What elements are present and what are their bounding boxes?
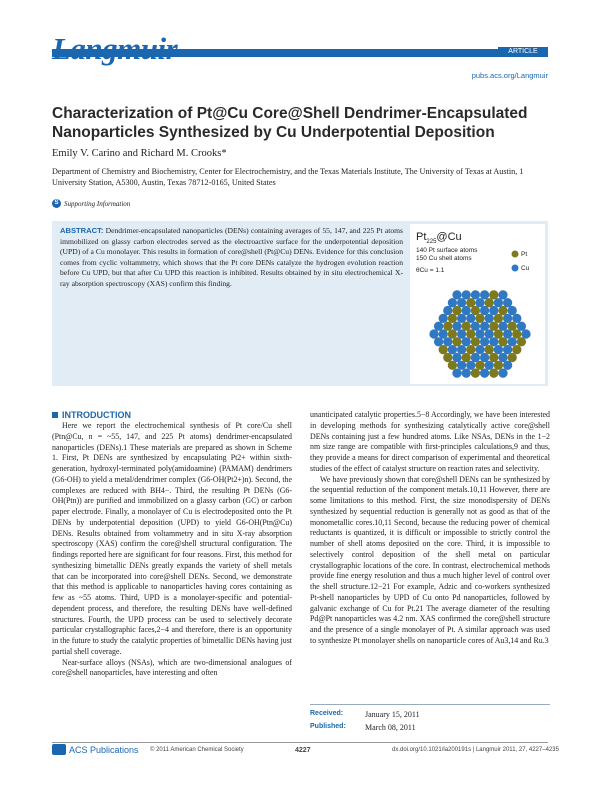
page-number: 4227 bbox=[295, 747, 311, 754]
supporting-info-icon: S bbox=[52, 199, 61, 208]
cluster-atom bbox=[452, 306, 461, 315]
cluster-atom bbox=[512, 345, 521, 354]
toc-line-1: 140 Pt surface atoms bbox=[416, 247, 478, 254]
legend-cu-label: Cu bbox=[521, 265, 530, 272]
cluster-atom bbox=[494, 345, 503, 354]
received-label: Received: bbox=[310, 710, 344, 717]
affiliation: Department of Chemistry and Biochemistry, Center for Electrochemistry, and the Texas Materials Institute, The University of Texas at Austin, 1 University Station, A5300, Austin, Texas 78712-0165, United States bbox=[52, 167, 524, 187]
paper-title: Characterization of Pt@Cu Core@Shell Dendrimer-Encapsulated Nanoparticles Synthesized by Cu Underpotential Deposition bbox=[52, 105, 528, 141]
cluster-atom bbox=[466, 345, 475, 354]
cluster-atom bbox=[462, 369, 471, 378]
published-date: March 08, 2011 bbox=[365, 723, 416, 732]
toc-line-2: 150 Cu shell atoms bbox=[416, 255, 472, 262]
footer-divider bbox=[52, 742, 548, 743]
toc-title-rest: @Cu bbox=[436, 231, 462, 243]
cluster-atom bbox=[503, 345, 512, 354]
introduction-heading-label: INTRODUCTION bbox=[62, 410, 131, 420]
section-marker-icon bbox=[52, 412, 58, 418]
doi-citation[interactable]: dx.doi.org/10.1021/la200191s | Langmuir 2011, 27, 4227–4235 bbox=[392, 747, 559, 753]
introduction-heading bbox=[52, 410, 131, 420]
header-bar bbox=[52, 49, 548, 57]
cluster-atom bbox=[452, 369, 461, 378]
journal-url[interactable]: pubs.acs.org/Langmuir bbox=[471, 71, 548, 80]
copyright: © 2011 American Chemical Society bbox=[150, 747, 244, 753]
paragraph: Here we report the electrochemical synthesis of Pt core/Cu shell (Ptn@Cu, n = ~55, 147, and 225 Pt atoms) dendrimer-encapsulated nanoparticles (DENs).1 These materials are prepared as shown in Scheme 1. First, Pt DENs are synthesized by encapsulating Pt2+ within sixth-generation, hydroxyl-terminated poly(amidoamine) (PAMAM) dendrimers (G6-OH) to yield a metal/dendrimer complex (G6-OH(Pt2+)n). Second, the complexes are reduced with BH4−. Third, the resulting Pt DENs (G6-OH(Ptn)) are purified and immobilized on a glassy carbon (GC) or carbon paper electrode. Finally, a monolayer of Cu is electrodeposited onto the Pt DENs by underpotential deposition (UPD) to yield G6-OH(Ptn@Cu) DENs. Results obtained from voltammetry and in situ X-ray absorption spectroscopy (XAS) confirm the core@shell structural configuration. The findings reported here are significant for four reasons. First, this method for synthesizing bimetallic DENs greatly expands the variety of shell metals that can be incorporated into core@shell DENs. Second, we demonstrate that this method is applicable to nanoparticles having cores containing as few as ~55 atoms. Third, UPD is a monolayer-specific and potential-dependent process, and therefore, the resulting DENs have well-defined structures. Fourth, the UPD process can be used to selectively decorate particular crystallographic faces,2−4 and therefore, there is an opportunity in the future to study the catalytic properties of bimetallic DENs having just partial shell coverage. bbox=[52, 421, 292, 656]
legend-pt-label: Pt bbox=[521, 251, 528, 258]
toc-line-3: θCu = 1.1 bbox=[416, 267, 445, 274]
abstract-label: ABSTRACT: bbox=[60, 226, 104, 235]
cluster-atom bbox=[498, 369, 507, 378]
abstract-text: Dendrimer-encapsulated nanoparticles (DENs) containing averages of 55, 147, and 225 Pt atoms immobilized on glassy carbon electrodes served as the electroactive surface for the underpotential deposition (UPD) of a Cu monolayer. This results in formation of core@shell (Pt@Cu) DENs. Evidence for this conclusion comes from cyclic voltammetry, which shows that the Pt core DENs catalyze the hydrogen evolution reaction before Cu UPD, but that after Cu UPD this reaction is inhibited. Results obtained by in situ electrochemical X-ray absorption spectroscopy (XAS) confirm this finding. bbox=[60, 226, 403, 288]
cluster-atom bbox=[439, 345, 448, 354]
publication-dates bbox=[310, 710, 420, 736]
acs-logo-icon bbox=[52, 744, 66, 755]
cluster-atom bbox=[448, 345, 457, 354]
cluster-atom bbox=[480, 306, 489, 315]
dates-divider bbox=[310, 704, 550, 705]
acs-publications-logo bbox=[52, 744, 139, 755]
cluster-atom bbox=[462, 306, 471, 315]
cluster-atom bbox=[489, 369, 498, 378]
cluster-atom bbox=[498, 306, 507, 315]
published-label: Published: bbox=[310, 723, 346, 730]
body-column-right bbox=[310, 410, 550, 647]
supporting-info-label: Supporting Information bbox=[64, 199, 131, 208]
svg-text:Pt225@Cu bbox=[416, 231, 462, 245]
paragraph: unanticipated catalytic properties.5−8 Accordingly, we have been interested in developing methods for synthesizing catalytically active core@shell DENs containing just a few hundred atoms. Like NSAs, DENs in the 1−2 nm size range are compatible with first-principles calculations,9 and thus, they provide a means for direct comparison of experimental and theoretical studies of the effect of catalyst structure on reaction rates and selectivity. bbox=[310, 410, 550, 473]
legend-pt-dot bbox=[512, 251, 519, 258]
legend-cu-dot bbox=[512, 265, 519, 272]
toc-title-sub: 225 bbox=[426, 239, 437, 245]
cluster-atom bbox=[485, 345, 494, 354]
received-date: January 15, 2011 bbox=[365, 710, 420, 719]
publisher-name: ACS Publications bbox=[69, 744, 139, 755]
supporting-information-link[interactable] bbox=[52, 199, 130, 208]
cluster-atom bbox=[475, 345, 484, 354]
authors: Emily V. Carino and Richard M. Crooks* bbox=[52, 148, 227, 159]
cluster-atom bbox=[508, 306, 517, 315]
paragraph: Near-surface alloys (NSAs), which are two-dimensional analogues of core@shell nanoparticles, have interesting and often bbox=[52, 657, 292, 678]
cluster-atom bbox=[471, 369, 480, 378]
abstract bbox=[60, 226, 403, 290]
cluster-atom bbox=[457, 345, 466, 354]
toc-title-main: Pt bbox=[416, 231, 427, 243]
paragraph: We have previously shown that core@shell DENs can be synthesized by the sequential reduction of the component metals.10,11 However, there are some limitations to this method. First, the size monodispersity of DENs synthesized by sequential reduction is generally not as good as that of the monometallic cores.10,11 Second, because the reducing power of chemical reductants is quantized, it is difficult or impossible to strictly control the number of shell atoms deposited on the core. Third, it is impossible to selectively control deposition of the shell metal on particular crystallographic locations of the core. In contrast, electrochemical methods provide fine energy resolution and thus a much higher level of control over the shell structure.12−21 For example, Adzic and co-workers synthesized Pt-shell nanoparticles by UPD of Cu onto Pd nanoparticles, followed by galvanic exchange of Cu for Pt.21 The average diameter of the resulting Pd@Pt nanoparticles was 4.2 nm. XAS confirmed the core@shell structure and the presence of a single monolayer of Pt. A similar approach was used to synthesize Pt monolayer shells on nanoparticle cores of Au3,14 and Ru.3 bbox=[310, 474, 550, 645]
cluster-atom bbox=[471, 306, 480, 315]
article-tag: ARTICLE bbox=[498, 47, 548, 57]
cluster-atom bbox=[480, 369, 489, 378]
body-column-left bbox=[52, 421, 292, 679]
cluster-atom bbox=[443, 306, 452, 315]
toc-graphic bbox=[410, 224, 545, 384]
cluster-atom bbox=[489, 306, 498, 315]
